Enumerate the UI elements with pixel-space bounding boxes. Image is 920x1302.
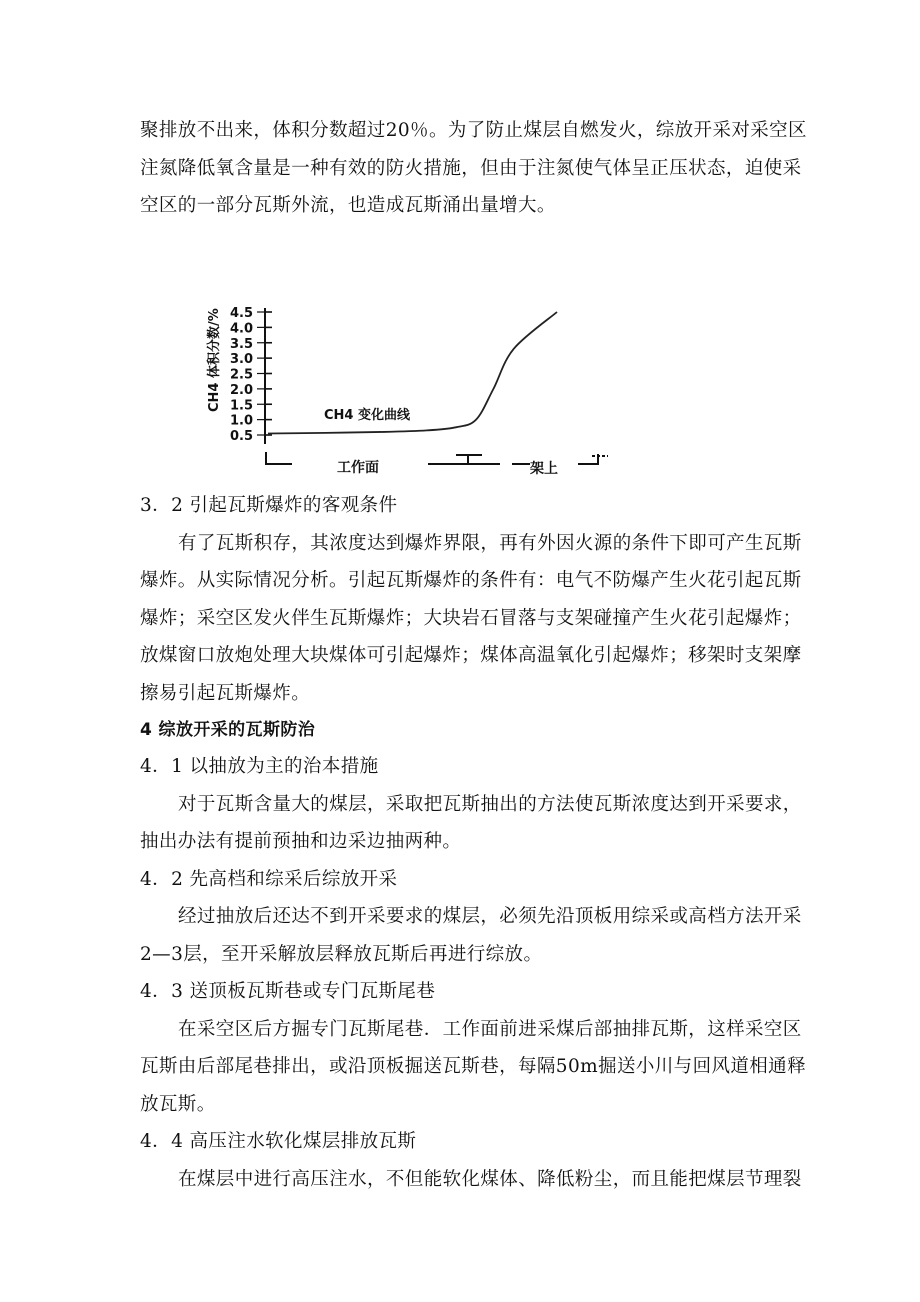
section-heading: 4．4 高压注水软化煤层排放瓦斯 — [140, 1131, 417, 1152]
ch4-chart — [200, 292, 620, 482]
paragraph-line: 聚排放不出来，体积分数超过20％。为了防止煤层自燃发火，综放开采对采空区 — [140, 120, 807, 141]
section-heading: 3．2 引起瓦斯爆炸的客观条件 — [140, 495, 398, 516]
paragraph-line: 放煤窗口放炮处理大块煤体可引起爆炸；煤体高温氧化引起爆炸；移架时支架摩 — [140, 645, 802, 666]
chapter-heading: 4 综放开采的瓦斯防治 — [140, 720, 316, 740]
paragraph-line: 注氮降低氧含量是一种有效的防火措施，但由于注氮使气体呈正压状态，迫使采 — [140, 158, 802, 179]
y-tick-label: 1.0 — [230, 413, 254, 429]
y-axis-label: CH4 体积分数/% — [207, 308, 222, 412]
paragraph-line: 空区的一部分瓦斯外流，也造成瓦斯涌出量增大。 — [140, 195, 556, 216]
y-tick-label: 2.0 — [230, 382, 254, 398]
paragraph-line: 瓦斯由后部尾巷排出，或沿顶板掘送瓦斯巷，每隔50m掘送小川与回风道相通释 — [140, 1056, 806, 1077]
y-tick-label: 0.5 — [230, 429, 254, 444]
y-tick-label: 1.5 — [230, 398, 254, 414]
y-tick-label: 3.0 — [230, 352, 254, 368]
section-heading: 4．1 以抽放为主的治本措施 — [140, 756, 379, 777]
y-tick-label: 3.5 — [230, 336, 254, 352]
paragraph-line: 在煤层中进行高压注水，不但能软化煤体、降低粉尘，而且能把煤层节理裂 — [178, 1169, 802, 1190]
paragraph-line: 放瓦斯。 — [140, 1094, 216, 1115]
section-heading: 4．3 送顶板瓦斯巷或专门瓦斯尾巷 — [140, 981, 436, 1002]
x-label-support: 架上 — [530, 461, 558, 477]
paragraph-line: 在采空区后方掘专门瓦斯尾巷．工作面前进采煤后部抽排瓦斯，这样采空区 — [178, 1019, 802, 1040]
paragraph-line: 爆炸；采空区发火伴生瓦斯爆炸；大块岩石冒落与支架碰撞产生火花引起爆炸； — [140, 608, 802, 629]
paragraph-line: 抽出办法有提前预抽和边采边抽两种。 — [140, 831, 462, 852]
y-tick-label: 2.5 — [230, 367, 254, 383]
paragraph-line: 擦易引起瓦斯爆炸。 — [140, 683, 311, 704]
y-tick-label: 4.0 — [230, 321, 254, 337]
paragraph-line: 经过抽放后还达不到开采要求的煤层，必须先沿顶板用综采或高档方法开采 — [178, 906, 802, 927]
paragraph-line: 对于瓦斯含量大的煤层，采取把瓦斯抽出的方法使瓦斯浓度达到开采要求， — [178, 794, 802, 815]
paragraph-line: 爆炸。从实际情况分析。引起瓦斯爆炸的条件有：电气不防爆产生火花引起瓦斯 — [140, 570, 802, 591]
paragraph-line: 2—3层，至开采解放层释放瓦斯后再进行综放。 — [140, 944, 543, 965]
x-label-working-face: 工作面 — [337, 460, 379, 476]
paragraph-line: 有了瓦斯积存，其浓度达到爆炸界限，再有外因火源的条件下即可产生瓦斯 — [178, 533, 802, 554]
section-heading: 4．2 先高档和综采后综放开采 — [140, 869, 398, 890]
curve-label: CH4 变化曲线 — [324, 408, 410, 423]
ch4-curve — [268, 312, 557, 433]
y-tick-label: 4.5 — [230, 306, 254, 321]
